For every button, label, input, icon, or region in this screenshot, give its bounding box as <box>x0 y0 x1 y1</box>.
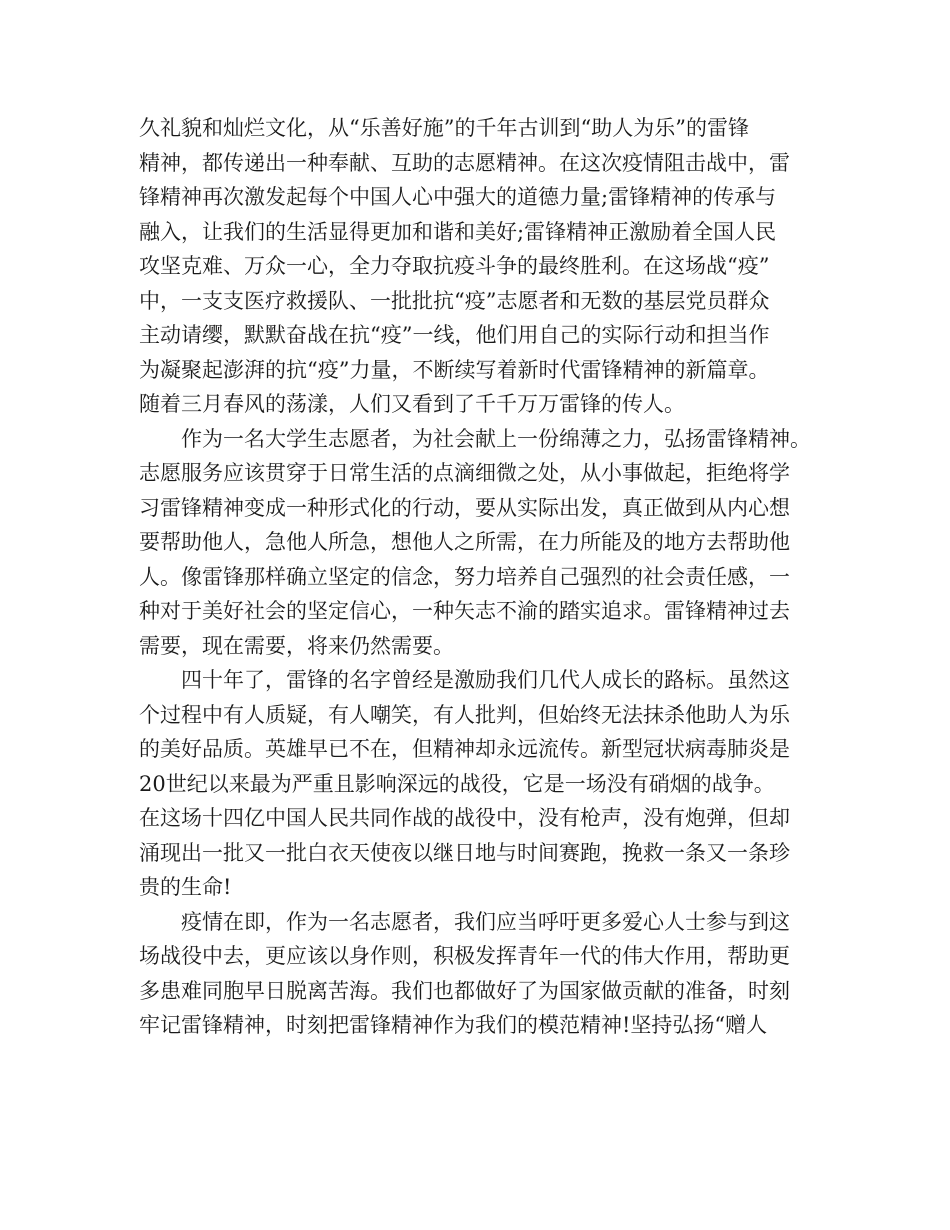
text-line: 人。像雷锋那样确立坚定的信念，努力培养自己强烈的社会责任感，一 <box>139 564 790 589</box>
text-line: 种对于美好社会的坚定信心，一种矢志不渝的踏实追求。雷锋精神过去 <box>139 599 790 623</box>
text-line: 四十年了，雷锋的名字曾经是激励我们几代人成长的路标。虽然这 <box>181 668 790 692</box>
text-line: 志愿服务应该贯穿于日常生活的点滴细微之处，从小事做起，拒绝将学 <box>139 461 790 485</box>
text-line: 贵的生命! <box>139 875 232 899</box>
text-line: 多患难同胞早日脱离苦海。我们也都做好了为国家做贡献的准备，时刻 <box>139 978 790 1003</box>
paragraph <box>139 422 829 664</box>
text-line: 需要，现在需要，将来仍然需要。 <box>139 633 454 658</box>
text-line: 精神，都传递出一种奉献、互助的志愿精神。在这次疫情阻击战中，雷 <box>139 150 790 175</box>
text-line: 在这场十四亿中国人民共同作战的战役中，没有枪声，没有炮弹，但却 <box>139 806 790 830</box>
text-line: 场战役中去，更应该以身作则，积极发挥青年一代的伟大作用，帮助更 <box>139 944 790 968</box>
text-line: 中，一支支医疗救援队、一批批抗“疫”志愿者和无数的基层党员群众 <box>139 288 770 313</box>
text-line: 随着三月春风的荡漾，人们又看到了千千万万雷锋的传人。 <box>139 392 685 416</box>
text-line: 主动请缨，默默奋战在抗“疫”一线，他们用自己的实际行动和担当作 <box>139 323 770 347</box>
text-line: 攻坚克难、万众一心，全力夺取抗疫斗争的最终胜利。在这场战“疫” <box>139 254 770 278</box>
text-line: 要帮助他人，急他人所急，想他人之所需，在力所能及的地方去帮助他 <box>139 530 790 554</box>
text-line: 锋精神再次激发起每个中国人心中强大的道德力量;雷锋精神的传承与 <box>139 185 777 209</box>
text-line: 久礼貌和灿烂文化，从“乐善好施”的千年古训到“助人为乐”的雷锋 <box>139 116 749 140</box>
text-line: 为凝聚起澎湃的抗“疫”力量，不断续写着新时代雷锋精神的新篇章。 <box>139 357 770 382</box>
document-body <box>139 111 829 1043</box>
text-line: 作为一名大学生志愿者，为社会献上一份绵薄之力，弘扬雷锋精神。 <box>181 426 811 451</box>
text-line: 疫情在即，作为一名志愿者，我们应当呼吁更多爱心人士参与到这 <box>181 909 790 934</box>
text-line: 20世纪以来最为严重且影响深远的战役，它是一场没有硝烟的战争。 <box>139 771 775 796</box>
text-line: 牢记雷锋精神，时刻把雷锋精神作为我们的模范精神!坚持弘扬“赠人 <box>139 1013 768 1037</box>
paragraph <box>139 111 829 422</box>
text-line: 融入，让我们的生活显得更加和谐和美好;雷锋精神正激励着全国人民 <box>139 219 777 244</box>
text-line: 涌现出一批又一批白衣天使夜以继日地与时间赛跑，挽救一条又一条珍 <box>139 840 790 865</box>
paragraph <box>139 663 829 905</box>
text-line: 的美好品质。英雄早已不在，但精神却永远流传。新型冠状病毒肺炎是 <box>139 737 790 761</box>
paragraph <box>139 905 829 1043</box>
text-line: 个过程中有人质疑，有人嘲笑，有人批判，但始终无法抹杀他助人为乐 <box>139 702 790 727</box>
text-line: 习雷锋精神变成一种形式化的行动，要从实际出发，真正做到从内心想 <box>139 495 790 520</box>
